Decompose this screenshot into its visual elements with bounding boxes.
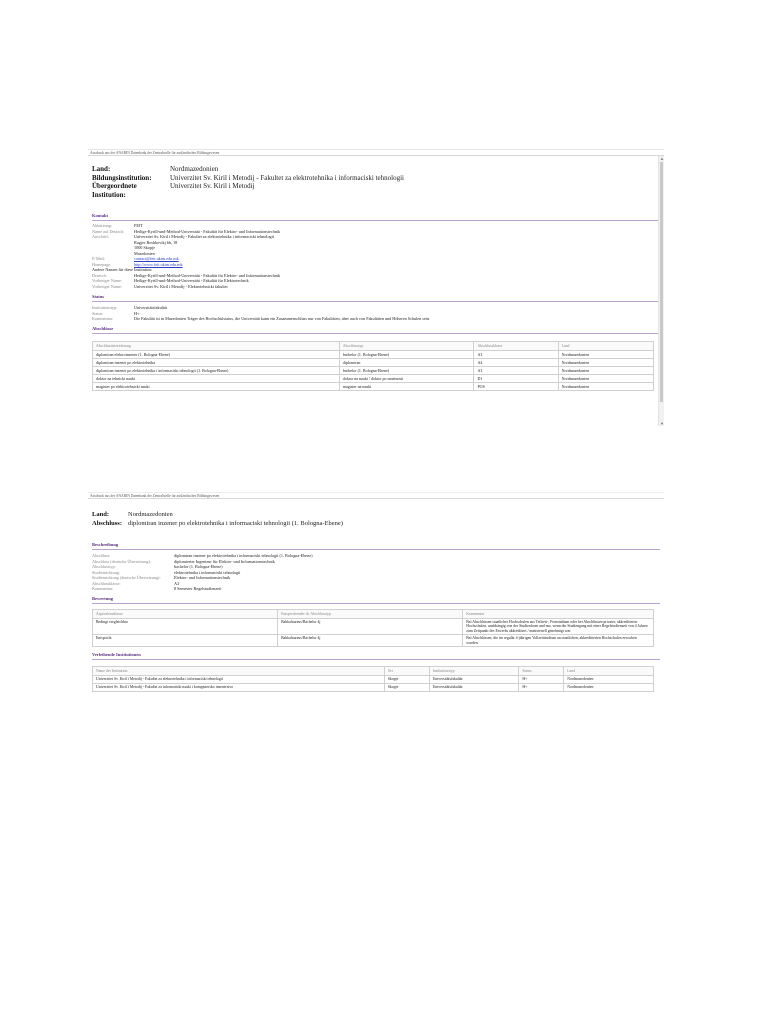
section-title-bewertung: Bewertung <box>92 596 660 604</box>
table-cell: Nordmazedonien <box>558 350 653 358</box>
table-cell: Entspricht <box>93 635 278 647</box>
table-row[interactable] <box>93 618 654 635</box>
table-cell: Nordmazedonien <box>558 366 653 374</box>
address-line: Mazedonien <box>134 250 155 256</box>
col-header[interactable]: Name der Institution <box>93 667 385 676</box>
label-institutionstyp: Institutionstyp: <box>92 305 118 310</box>
other-names-fields <box>88 273 664 290</box>
scroll-up-icon[interactable]: ▲ <box>660 156 664 161</box>
value-abkuerzung: FEIT <box>134 223 143 228</box>
table-cell: diplomiran inzener po elektrotehnika i informaciski tehnologii (1. Bologna-Ebene) <box>93 366 340 374</box>
address-line: 1000 Skopje <box>134 245 156 250</box>
table-cell: Nordmazedonien <box>564 684 654 692</box>
document-page-degree <box>88 492 664 742</box>
print-header: Ausdruck aus der ANABIN Datenbank der Zentralstelle für ausländisches Bildungswesen <box>88 150 664 156</box>
label-studienrichtung: Studienrichtung: <box>92 569 120 575</box>
col-header[interactable]: Land <box>564 667 654 676</box>
table-cell: H+ <box>519 676 564 684</box>
label-anschrift: Anschrift: <box>92 234 109 239</box>
table-cell: Univerzitet Sv. Kiril i Metodij - Fakultet za informaticki nauki i kompjutersko inzenerstvo <box>93 684 385 692</box>
value-kommentar: Die Fakultät ist in Mazedonien Träger des Hochschulstatus, die Universität kann ein Zusammenschluss nur von Fakultäten, aber auch von Fakultäten und Höheren Schulen sein. <box>134 316 431 321</box>
document-page-institution <box>88 149 664 426</box>
section-title-beschreibung: Beschreibung <box>92 542 660 550</box>
print-header: Ausdruck aus der ANABIN Datenbank der Zentralstelle für ausländisches Bildungswesen <box>88 493 664 499</box>
andere-namen-heading: Andere Namen für diese Institution: <box>92 267 153 272</box>
col-header[interactable]: Äquivalenzklasse <box>93 609 278 618</box>
table-row[interactable] <box>93 382 654 390</box>
col-header[interactable]: Abschlussbezeichnung <box>93 341 340 350</box>
title-value-institution: Univerzitet Sv. Kiril i Metodij - Fakultet za elektrotehnika i informaciski tehnologii <box>170 173 404 182</box>
table-row[interactable] <box>93 684 654 692</box>
abschluesse-table <box>92 341 654 391</box>
table-cell: Bei Abschlüssen staatlicher Hochschulen aus Teilzeit-, Fernstudium oder bei Abschlüssen privater, akkreditierter Hochschulen, unabhängig von der Studienform und nur, wenn der Studiengang mit einer Regelstudienzeit von 4 Jahren zum Zeitpunkt des Erwerbs akkreditiert / ministeriell genehmigt war. <box>463 618 654 635</box>
table-cell: Nordmazedonien <box>558 374 653 382</box>
title-label-abschluss: Abschluss: <box>92 519 122 527</box>
title-label-parent: Übergeordnete Institution: <box>92 182 137 199</box>
col-header[interactable]: Status <box>519 667 564 676</box>
value-kommentar: 8 Semester Regelstudienzeit <box>174 586 222 591</box>
table-cell: Universitätsfakultät <box>429 676 519 684</box>
table-cell: doktor na nauki / doktor po umetnosti <box>339 374 474 382</box>
value-abschlussklasse: A3 <box>174 580 180 586</box>
table-row[interactable] <box>93 350 654 358</box>
table-row[interactable] <box>93 676 654 684</box>
label-name-de: Name auf Deutsch: <box>92 228 125 234</box>
table-row[interactable] <box>93 358 654 366</box>
label-abkuerzung: Abkürzung: <box>92 223 113 228</box>
col-header[interactable]: Kommentar <box>463 609 654 618</box>
label-vorheriger-name: Vorheriger Name: <box>92 278 123 283</box>
label-abschluss: Abschluss: <box>92 553 111 558</box>
section-title-kontakt: Kontakt <box>92 213 660 221</box>
title-label-land: Land: <box>92 511 109 518</box>
col-header[interactable]: Ort <box>384 667 429 676</box>
bewertung-table <box>92 609 654 648</box>
label-abschlusstyp: Abschlusstyp: <box>92 564 116 569</box>
table-header-row <box>93 609 654 618</box>
table-cell: Bedingt vergleichbar <box>93 618 278 635</box>
col-header[interactable]: Abschlusstyp <box>339 341 474 350</box>
table-cell: A4 <box>474 358 558 366</box>
title-value-land: Nordmazedonien <box>128 511 173 518</box>
col-header[interactable]: Entsprechender dt. Abschlusstyp <box>278 609 463 618</box>
table-cell: magister na nauki <box>339 382 474 390</box>
table-cell: bachelor (1. Bologna-Ebene) <box>339 350 474 358</box>
value-studienrichtung: elektrotehnika i informaciski tehnologii <box>174 569 241 575</box>
homepage-link[interactable]: http://www.feit.ukim.edu.mk <box>134 261 183 267</box>
table-cell: magister po elektrotehnicki nauki <box>93 382 340 390</box>
scroll-thumb[interactable] <box>660 162 663 402</box>
label-abschlussklasse: Abschlussklasse: <box>92 580 121 586</box>
table-row[interactable] <box>93 374 654 382</box>
beschreibung-fields <box>88 550 664 592</box>
value-vorheriger-name: Univerzitet Sv. Kiril i Metodij - Elektrotehnicki fakultet <box>134 283 228 289</box>
value-deutsch: Heilige-Kyrill-und-Method-Universität - Fakultät für Elektro- und Informationstechnik <box>134 272 281 278</box>
col-header[interactable]: Land <box>558 341 653 350</box>
value-status: H+ <box>134 310 140 316</box>
table-cell: Nordmazedonien <box>564 676 654 684</box>
section-title-abschluesse: Abschlüsse <box>92 326 660 334</box>
value-abschluss-uebersetzung: diplomierter Ingenieur für Elektro- und Informationstechnik <box>174 558 275 564</box>
table-cell: Bakkalaureus/Bachelor 4j <box>278 635 463 647</box>
degree-title-block <box>88 499 664 528</box>
table-header-row <box>93 667 654 676</box>
title-label-institution: Bildungsinstitution: <box>92 173 152 182</box>
value-abschluss: diplomiran inzener po elektrotehnika i informaciski tehnologii (1. Bologna-Ebene) <box>174 553 313 558</box>
table-cell: Bei Abschlüssen, die im regulär 4-jährigen Vollzeitstudium an staatlichen, akkreditierten Hochschulen erworben wurden. <box>463 635 654 647</box>
table-cell: diplomiran elektroinzener (1. Bologna-Ebene) <box>93 350 340 358</box>
verleihende-table <box>92 666 654 691</box>
address-line: Rugjer Boshkovikj bb, 18 <box>134 239 178 245</box>
col-header[interactable]: Institutionstyp <box>429 667 519 676</box>
value-vorheriger-name: Heilige-Kyrill-und-Method-Universität - Fakultät für Elektrotechnik <box>134 278 249 283</box>
scroll-down-icon[interactable]: ▼ <box>660 421 664 426</box>
title-value-parent: Univerzitet Sv. Kiril i Metodij <box>170 182 255 190</box>
table-header-row <box>93 341 654 350</box>
table-cell: D1 <box>474 374 558 382</box>
label-abschluss-uebersetzung: Abschluss (deutsche Übersetzung): <box>92 558 152 564</box>
value-abschlusstyp: bachelor (1. Bologna-Ebene) <box>174 564 223 569</box>
label-homepage: Homepage: <box>92 261 112 267</box>
table-cell: H+ <box>519 684 564 692</box>
col-header[interactable]: Abschlussklasse <box>474 341 558 350</box>
value-studienrichtung-uebersetzung: Elektro- und Informationstechnik <box>174 575 231 580</box>
vertical-scrollbar[interactable] <box>658 156 664 426</box>
status-fields <box>88 302 664 322</box>
label-email: E-Mail: <box>92 256 106 261</box>
value-institutionstyp: Universitätsfakultät <box>134 305 168 310</box>
label-kommentar: Kommentar: <box>92 586 114 591</box>
table-cell: A3 <box>474 350 558 358</box>
table-cell: doktor na tehnicki nauki <box>93 374 340 382</box>
label-vorheriger-name: Vorheriger Name: <box>92 283 123 289</box>
table-cell: Universitätsfakultät <box>429 684 519 692</box>
label-studienrichtung-uebersetzung: Studienrichtung (deutsche Übersetzung): <box>92 575 161 580</box>
institution-title-block <box>88 156 664 199</box>
table-cell: Skopje <box>384 684 429 692</box>
label-status: Status: <box>92 310 104 316</box>
title-value-land: Nordmazedonien <box>170 165 219 173</box>
kontakt-fields <box>88 221 664 267</box>
title-label-land: Land: <box>92 165 111 173</box>
table-row[interactable] <box>93 366 654 374</box>
table-row[interactable] <box>93 635 654 647</box>
table-cell: Nordmazedonien <box>558 358 653 366</box>
value-anschrift <box>134 234 660 256</box>
value-name-de: Heilige-Kyrill-und-Method-Universität - Fakultät für Elektro- und Informationstechnik <box>134 228 281 234</box>
table-cell: diplomiran <box>339 358 474 366</box>
table-cell: A3 <box>474 366 558 374</box>
table-cell: Nordmazedonien <box>558 382 653 390</box>
table-cell: Skopje <box>384 676 429 684</box>
table-cell: bachelor (1. Bologna-Ebene) <box>339 366 474 374</box>
table-cell: Bakkalaureus/Bachelor 4j <box>278 618 463 635</box>
section-title-status: Status <box>92 294 660 302</box>
table-cell: Univerzitet Sv. Kiril i Metodij - Fakultet za elektrotehnika i informaciski tehnologii <box>93 676 385 684</box>
table-cell: POS <box>474 382 558 390</box>
label-kommentar: Kommentar: <box>92 316 114 321</box>
section-title-verleihende-institutionen: Verleihende Institutionen <box>92 652 660 660</box>
address-line: Univerzitet Sv. Kiril i Metodij - Fakultet za elektrotehnika i informaciski tehnologii <box>134 234 274 239</box>
table-cell: diplomiran inzener po elektrotehnika <box>93 358 340 366</box>
label-deutsch: Deutsch: <box>92 272 107 278</box>
email-link[interactable]: contact@feit.ukim.edu.mk <box>134 256 179 261</box>
title-value-abschluss: diplomiran inzener po elektrotehnika i informaciski tehnologii (1. Bologna-Ebene) <box>128 519 343 527</box>
